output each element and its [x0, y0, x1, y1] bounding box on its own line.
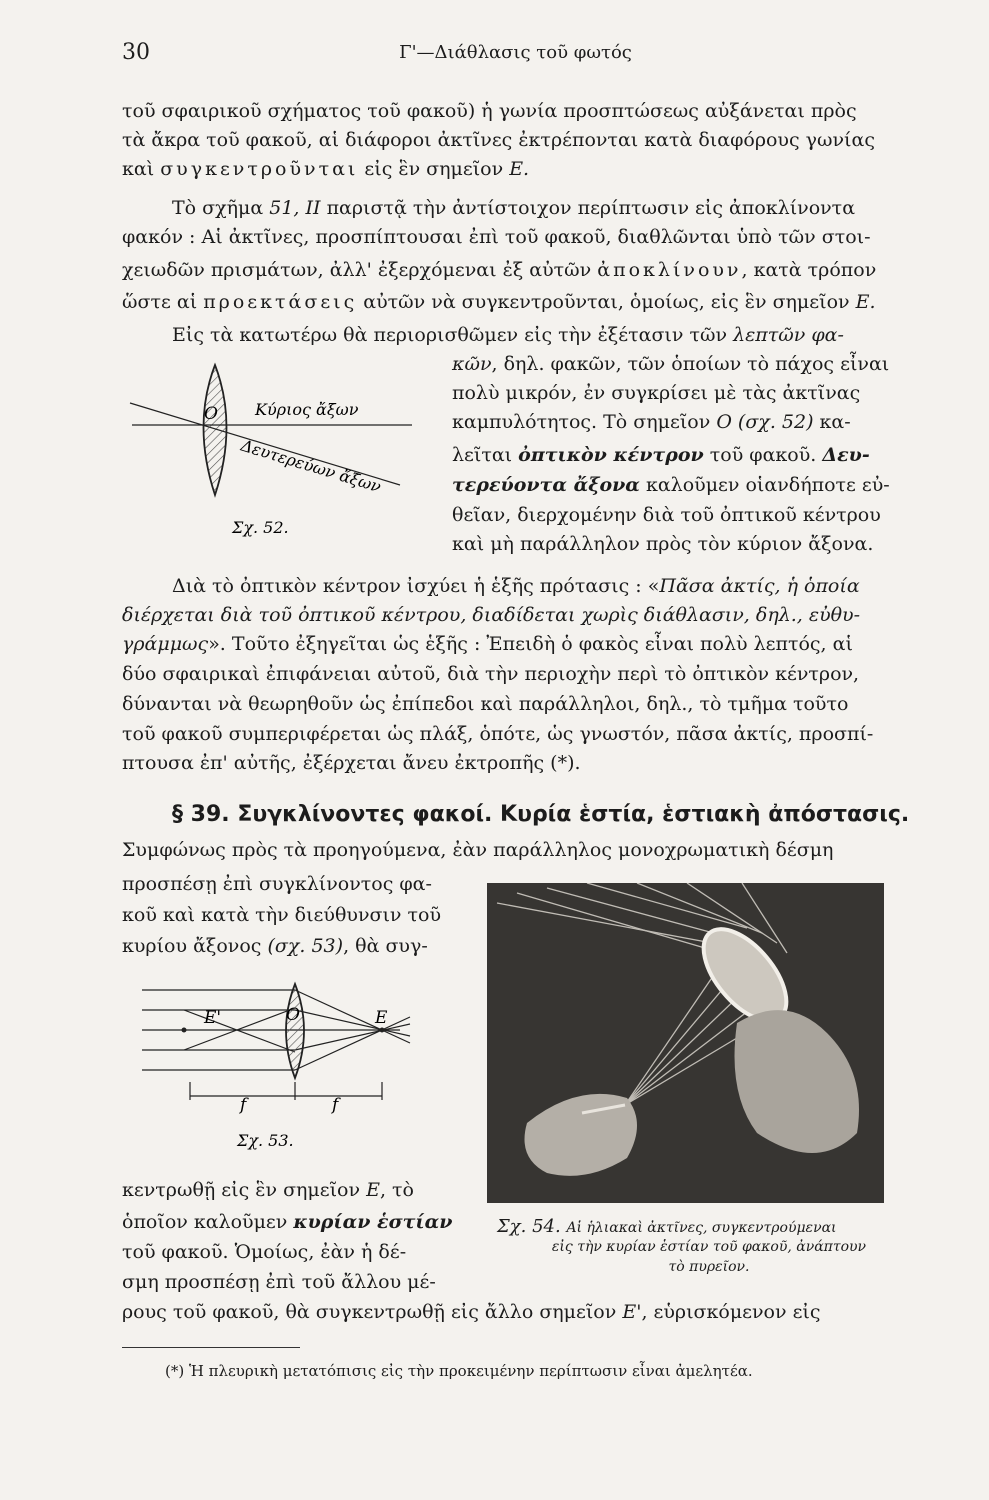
figure-54-caption-line: τὸ πυρεῖον. — [668, 1259, 750, 1275]
label-e-prime: E' — [204, 1008, 222, 1028]
text-line: καὶ μὴ παράλληλον πρὸς τὸν κύριον ἄξονα. — [452, 533, 874, 555]
section-number: § 39. — [172, 802, 230, 827]
figure-53-caption: Σχ. 53. — [237, 1131, 294, 1150]
text-line: δύο σφαιρικαὶ ἐπιφάνειαι αὐτοῦ, διὰ τὴν περιοχὴν περὶ τὸ ὀπτικὸν κέντρον, — [122, 663, 860, 685]
label-o: O — [204, 404, 218, 424]
text-line: κῶν, δηλ. φακῶν, τῶν ὁποίων τὸ πάχος εἶναι — [452, 353, 890, 375]
text-line: ρους τοῦ φακοῦ, θὰ συγκεντρωθῇ εἰς ἄλλο σημεῖον E', εὑρισκόμενον εἰς — [122, 1301, 821, 1323]
label-secondary-axis: Δευτερεύων ἄξων — [238, 435, 384, 497]
text-line: προσπέσῃ ἐπὶ συγκλίνοντος φα- — [122, 873, 432, 895]
text-line: πολὺ μικρόν, ἐν συγκρίσει μὲ τὰς ἀκτῖνας — [452, 382, 861, 404]
text-line: γράμμως». Τοῦτο ἐξηγεῖται ὡς ἑξῆς : Ἐπειδὴ ὁ φακὸς εἶναι πολὺ λεπτός, αἱ — [122, 633, 853, 655]
text-line: φακόν : Αἱ ἀκτῖνες, προσπίπτουσαι ἐπὶ τοῦ φακοῦ, διαθλῶνται ὑπὸ τῶν στοι- — [122, 226, 871, 248]
text-line: χειωδῶν πρισμάτων, ἀλλ' ἐξερχόμεναι ἐξ αὐτῶν ἀποκλίνουν, κατὰ τρόπον — [122, 259, 877, 281]
text-line: κοῦ καὶ κατὰ τὴν διεύθυνσιν τοῦ — [122, 904, 442, 926]
label-o: O — [286, 1005, 300, 1025]
section-title: Συγκλίνοντες φακοί. Κυρία ἑστία, ἑστιακὴ ἀπόστασις. — [237, 802, 910, 827]
text-line: τὰ ἄκρα τοῦ φακοῦ, αἱ διάφοροι ἀκτῖνες ἐκτρέπονται κατὰ διαφόρους γωνίας — [122, 129, 875, 151]
label-focal-length-right: f — [332, 1095, 339, 1115]
text-line: καμπυλότητος. Τὸ σημεῖον O (σχ. 52) κα- — [452, 411, 851, 433]
text-line: κεντρωθῇ εἰς ἓν σημεῖον E, τὸ — [122, 1179, 414, 1201]
text-line: τοῦ φακοῦ συμπεριφέρεται ὡς πλάξ, ὁπότε, ὡς γνωστόν, πᾶσα ἀκτίς, προσπί- — [122, 723, 874, 745]
text-line: Διὰ τὸ ὀπτικὸν κέντρον ἰσχύει ἡ ἑξῆς πρότασις : «Πᾶσα ἀκτίς, ἡ ὁποία — [172, 575, 860, 597]
footnote: (*) Ἡ πλευρικὴ μετατόπισις εἰς τὴν προκειμένην περίπτωσιν εἶναι ἀμελητέα. — [165, 1362, 753, 1380]
running-head — [122, 40, 909, 70]
page-number: 30 — [122, 40, 150, 65]
lens-shape — [286, 984, 304, 1078]
lens-shape — [204, 365, 227, 495]
text-line: καὶ συγκεντροῦνται εἰς ἓν σημεῖον E. — [122, 158, 530, 180]
text-line: τερεύοντα ἄξονα καλοῦμεν οἱανδήποτε εὐ- — [452, 474, 890, 496]
text-line: ὥστε αἱ προεκτάσεις αὐτῶν νὰ συγκεντροῦνται, ὁμοίως, εἰς ἓν σημεῖον E. — [122, 291, 876, 313]
text-line: διέρχεται διὰ τοῦ ὀπτικοῦ κέντρου, διαδίδεται χωρὶς διάθλασιν, δηλ., εὐθυ- — [122, 604, 861, 626]
text-line: κυρίου ἄξονος (σχ. 53), θὰ συγ- — [122, 935, 428, 957]
figure-53-converging-lens-focus — [120, 970, 450, 1155]
label-focal-length-left: f — [240, 1095, 247, 1115]
text-line: Τὸ σχῆμα 51, II παριστᾷ τὴν ἀντίστοιχον περίπτωσιν εἰς ἀποκλίνοντα — [172, 197, 856, 219]
figure-54-caption: Σχ. 54. Αἱ ἡλιακαὶ ἀκτῖνες, συγκεντρούμεναι — [497, 1216, 837, 1237]
text-line: δύνανται νὰ θεωρηθοῦν ὡς ἐπίπεδοι καὶ παράλληλοι, δηλ., τὸ τμῆμα τοῦτο — [122, 693, 849, 715]
text-line: θεῖαν, διερχομένην διὰ τοῦ ὀπτικοῦ κέντρου — [452, 504, 881, 526]
label-principal-axis: Κύριος ἄξων — [255, 400, 359, 419]
text-line: τοῦ φακοῦ. Ὁμοίως, ἐὰν ἡ δέ- — [122, 1241, 407, 1263]
figure-54-caption-line: εἰς τὴν κυρίαν ἑστίαν τοῦ φακοῦ, ἀνάπτουν — [551, 1239, 867, 1255]
running-title: Γ'—Διάθλασις τοῦ φωτός — [399, 42, 632, 63]
text-line: Συμφώνως πρὸς τὰ προηγούμενα, ἐὰν παράλληλος μονοχρωματικὴ δέσμη — [122, 839, 834, 861]
figure-52-diverging-lens-axes — [120, 355, 445, 555]
text-line: τοῦ σφαιρικοῦ σχήματος τοῦ φακοῦ) ἡ γωνία προσπτώσεως αὐξάνεται πρὸς — [122, 100, 857, 122]
section-heading — [172, 800, 909, 829]
text-line: ὁποῖον καλοῦμεν κυρίαν ἑστίαν — [122, 1211, 453, 1233]
text-line: πτουσα ἐπ' αὐτῆς, ἐξέρχεται ἄνευ ἐκτροπῆς (*). — [122, 752, 581, 774]
text-line: σμη προσπέσῃ ἐπὶ τοῦ ἄλλου μέ- — [122, 1271, 436, 1293]
label-e: E — [375, 1008, 388, 1028]
text-line: Εἰς τὰ κατωτέρω θὰ περιορισθῶμεν εἰς τὴν ἐξέτασιν τῶν λεπτῶν φα- — [172, 324, 844, 346]
focus-point-e — [380, 1028, 385, 1033]
figure-52-caption: Σχ. 52. — [232, 518, 289, 537]
focus-point-e-prime — [182, 1028, 187, 1033]
footnote-rule — [122, 1347, 300, 1348]
figure-54-photo-lens-igniting-match — [487, 883, 884, 1203]
text-line: λεῖται ὀπτικὸν κέντρον τοῦ φακοῦ. Δευ- — [452, 444, 870, 466]
